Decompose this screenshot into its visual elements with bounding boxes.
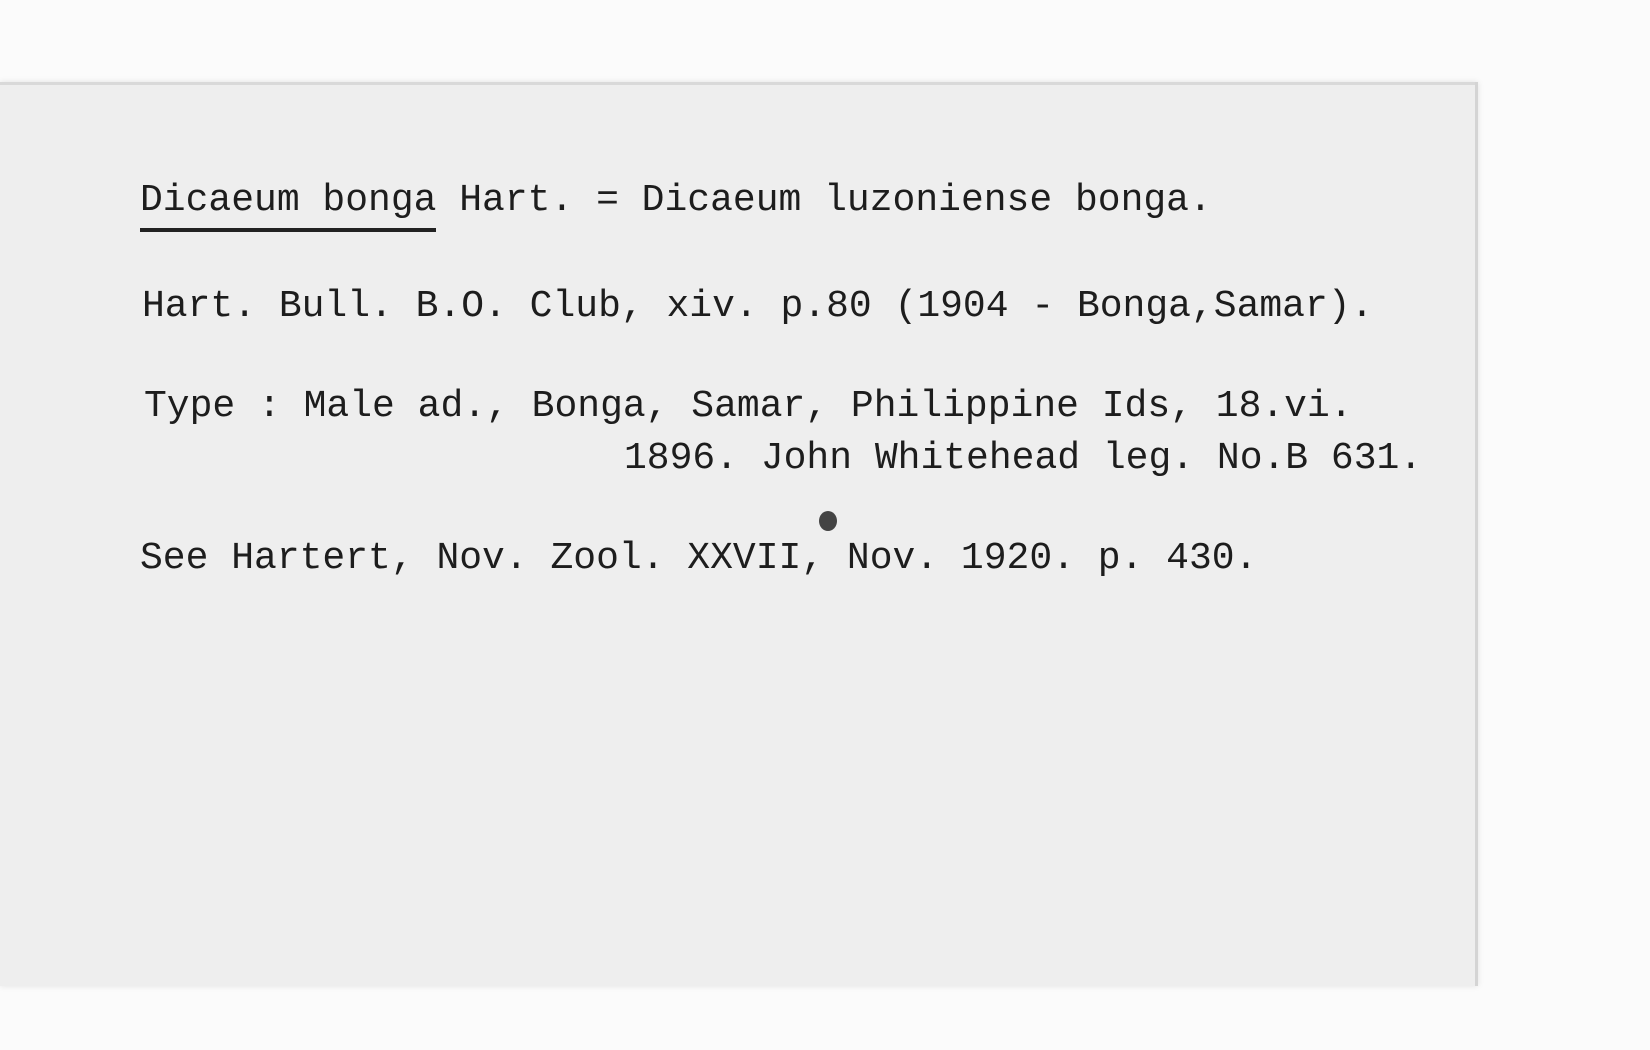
ink-blot: [819, 511, 837, 531]
card-title: [140, 179, 1212, 222]
card-right-edge: [1475, 82, 1478, 986]
type-line-2: 1896. John Whitehead leg. No.B 631.: [624, 437, 1423, 480]
card-top-edge: [0, 82, 1478, 85]
species-name-underlined: Dicaeum bonga: [140, 179, 436, 232]
species-synonym: Hart. = Dicaeum luzoniense bonga.: [436, 179, 1212, 222]
type-line-1: Type : Male ad., Bonga, Samar, Philippine Ids, 18.vi.: [144, 385, 1353, 428]
reference-line: Hart. Bull. B.O. Club, xiv. p.80 (1904 - Bonga,Samar).: [142, 285, 1374, 328]
see-also-line: See Hartert, Nov. Zool. XXVII, Nov. 1920. p. 430.: [140, 537, 1258, 580]
